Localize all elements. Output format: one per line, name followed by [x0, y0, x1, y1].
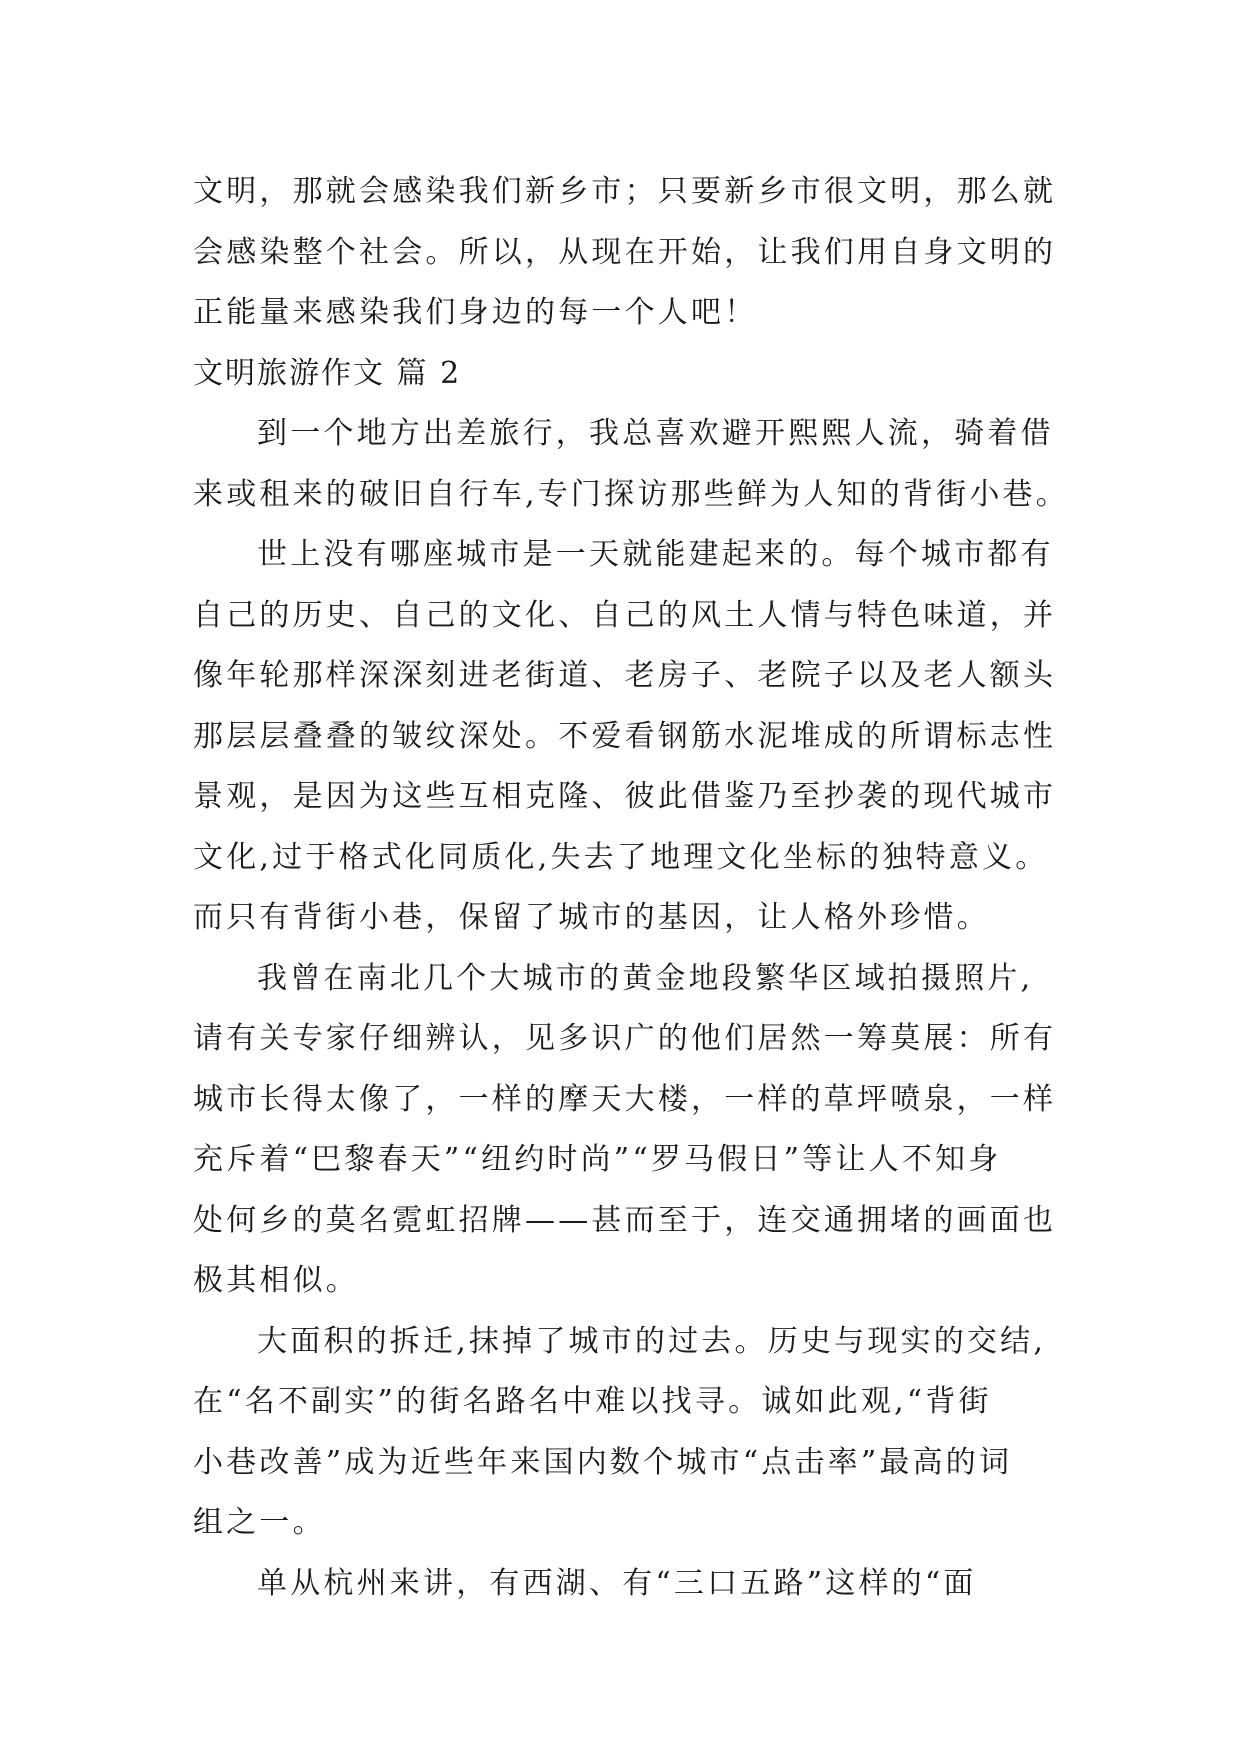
text-line: 文明，那就会感染我们新乡市；只要新乡市很文明，那么就: [193, 174, 1057, 209]
paragraph-3: [193, 949, 1057, 1312]
text-line: 那层层叠叠的皱纹深处。不爱看钢筋水泥堆成的所谓标志性: [193, 718, 1057, 754]
text-line: 世上没有哪座城市是一天就能建起来的。每个城市都有: [257, 537, 1054, 572]
text-line: 而只有背街小巷，保留了城市的基因，让人格外珍惜。: [193, 900, 990, 935]
text-line: 城市长得太像了，一样的摩天大楼，一样的草坪喷泉，一样: [193, 1081, 1057, 1117]
text-line: 文化,过于格式化同质化,失去了地理文化坐标的独特意义。: [193, 839, 1049, 875]
text-line: 景观，是因为这些互相克隆、彼此借鉴乃至抄袭的现代城市: [193, 779, 1057, 814]
text-line: 处何乡的莫名霓虹招牌——甚而至于，连交通拥堵的画面也: [193, 1202, 1057, 1238]
text-line: 在“名不副实”的街名路名中难以找寻。诚如此观,“背街: [193, 1384, 992, 1419]
text-line: 我曾在南北几个大城市的黄金地段繁华区域拍摄照片,: [257, 960, 1034, 996]
text-line: 大面积的拆迁,抹掉了城市的过去。历史与现实的交结,: [257, 1323, 1047, 1359]
paragraph-2: [193, 525, 1057, 949]
text-line: 来或租来的破旧自行车,专门探访那些鲜为人知的背街小巷。: [193, 476, 1069, 512]
section-heading: 文明旅游作文 篇 2: [193, 355, 462, 391]
text-line: 到一个地方出差旅行，我总喜欢避开熙熙人流，骑着借: [257, 416, 1054, 451]
paragraph-4: [193, 1312, 1053, 1554]
paragraph-5: [193, 1554, 1053, 1615]
text-line: 自己的历史、自己的文化、自己的风土人情与特色味道，并: [193, 597, 1057, 633]
intro-paragraph: [193, 162, 1057, 344]
text-line: 极其相似。: [193, 1263, 359, 1298]
text-line: 像年轮那样深深刻进老街道、老房子、老院子以及老人额头: [193, 658, 1057, 693]
text-line: 充斥着“巴黎春天”“纽约时尚”“罗马假日”等让人不知身: [193, 1142, 1002, 1177]
text-line: 会感染整个社会。所以，从现在开始，让我们用自身文明的: [193, 234, 1057, 270]
text-line: 组之一。: [193, 1505, 326, 1540]
text-line: 小巷改善”成为近些年来国内数个城市“点击率”最高的词: [193, 1444, 1013, 1480]
paragraph-1: [193, 404, 1069, 525]
text-line: 请有关专家仔细辨认，见多识广的他们居然一筹莫展：所有: [193, 1021, 1057, 1056]
text-line: 单从杭州来讲，有西湖、有“三口五路”这样的“面: [257, 1565, 977, 1601]
text-line: 正能量来感染我们身边的每一个人吧！: [193, 295, 758, 330]
document-body: [193, 162, 1069, 1614]
